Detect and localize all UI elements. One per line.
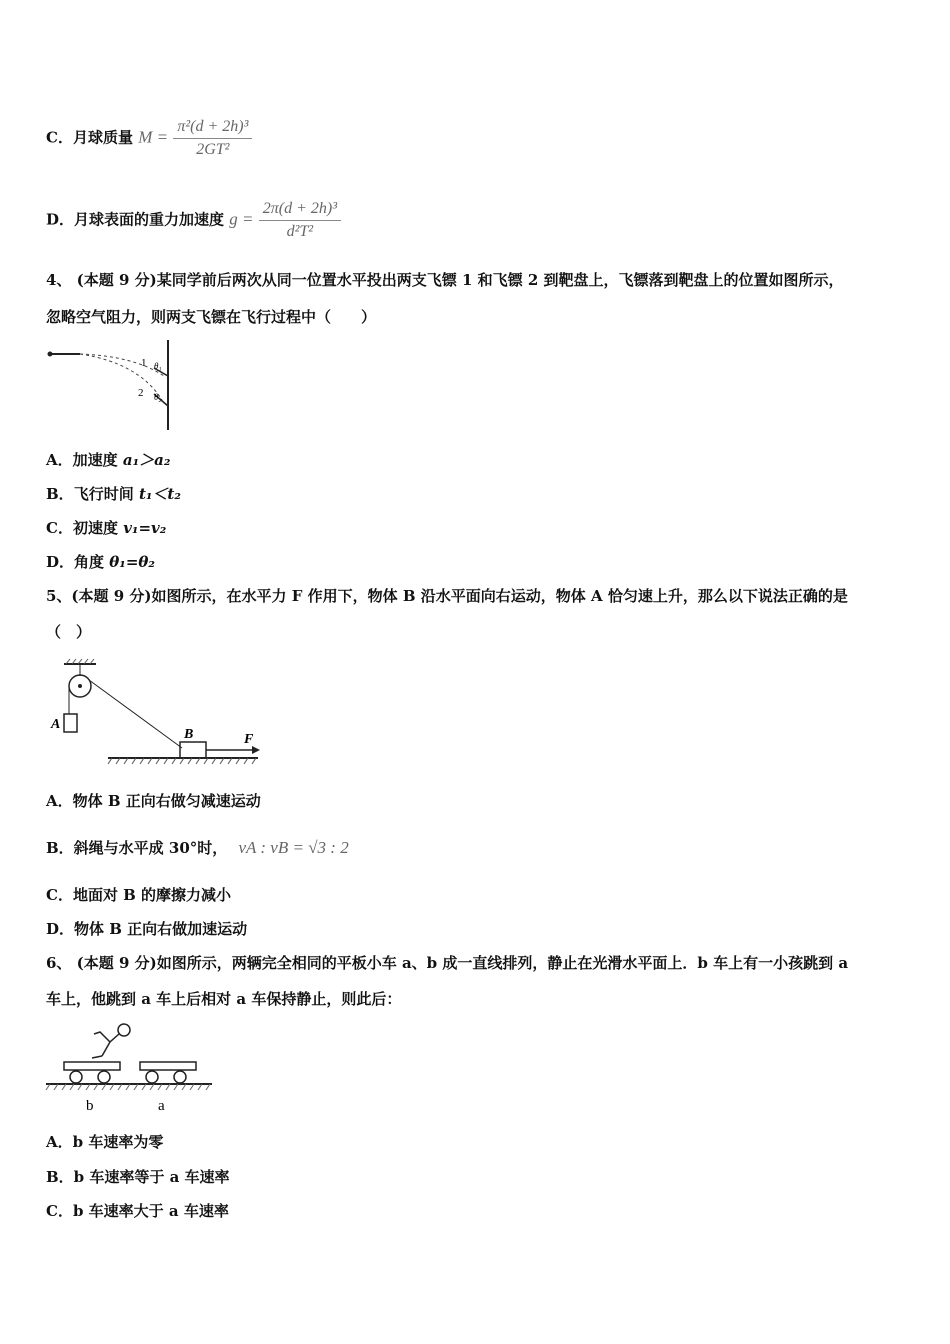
dart-1-label: 1: [141, 357, 147, 369]
q6-option-b: B．b 车速率等于 a 车速率: [46, 1168, 230, 1186]
block-a: [64, 714, 77, 732]
q5-option-b: [46, 837, 349, 859]
q4-option-d: [46, 551, 155, 573]
trajectory-2: [80, 354, 162, 400]
q6-option-a: A．b 车速率为零: [46, 1133, 164, 1151]
q4-option-d-letter: D．: [46, 553, 75, 571]
child-head: [118, 1024, 130, 1036]
q4-option-b: [46, 483, 181, 505]
q3-option-d-denominator: d²T²: [286, 223, 314, 240]
q3-option-c-label: C．月球质量: [46, 128, 133, 147]
q5-option-b-text: B．斜绳与水平成 30°时，: [46, 839, 228, 857]
q6-stem-line1: 6、 (本题 9 分)如图所示，两辆完全相同的平板小车 a、b 成一直线排列，静止在光滑水平面上．b 车上有一小孩跳到 a: [46, 954, 849, 972]
q4-option-b-expr: t₁＜t₂: [138, 485, 181, 503]
q5-option-d: D．物体 B 正向右做加速运动: [46, 920, 248, 938]
q4-option-d-expr: θ₁=θ₂: [109, 553, 155, 571]
child-leg: [92, 1056, 102, 1058]
cart-a-body: [140, 1062, 196, 1070]
q4-option-d-text: 角度: [74, 553, 105, 571]
cart-a-wheel-left: [146, 1071, 158, 1083]
q4-option-a-expr: a₁＞a₂: [122, 451, 171, 469]
q3-option-d-label: D．月球表面的重力加速度: [46, 210, 225, 229]
force-label: F: [244, 732, 254, 747]
q4-stem-line1: 4、 (本题 9 分)某同学前后两次从同一位置水平投出两支飞镖 1 和飞镖 2 到靶盘上，飞镖落到靶盘上的位置如图所示，: [46, 271, 844, 289]
q5-option-a: A．物体 B 正向右做匀减速运动: [46, 792, 261, 810]
cart-b-label: b: [86, 1098, 94, 1114]
q4-option-a-text: 加速度: [72, 451, 118, 469]
q5-option-b-formula: vA : vB = √3 : 2: [238, 838, 349, 857]
block-b-label: B: [184, 727, 194, 742]
q3-option-d-numerator: 2π(d + 2h)³: [259, 198, 341, 221]
cart-b-wheel-right: [98, 1071, 110, 1083]
q4-option-b-text: 飞行时间: [73, 485, 134, 503]
q4-option-c-expr: v₁=v₂: [123, 519, 167, 537]
q4-option-c-text: 初速度: [72, 519, 118, 537]
q4-option-c: [46, 517, 166, 539]
q5-option-c: C．地面对 B 的摩擦力减小: [46, 886, 232, 904]
q3-option-c-formula-lhs: M =: [138, 127, 169, 147]
q3-option-c-fraction: [173, 116, 252, 161]
cart-a-label: a: [158, 1098, 165, 1114]
force-arrowhead: [252, 746, 260, 754]
q4-option-b-letter: B．: [46, 485, 74, 503]
q5-stem-line1: 5、(本题 9 分)如图所示，在水平力 F 作用下，物体 B 沿水平面向右运动，物体 A 恰匀速上升，那么以下说法正确的是: [46, 587, 848, 605]
q5-stem-line2: （ ）: [46, 623, 92, 641]
child-arm: [94, 1032, 110, 1042]
block-b: [180, 742, 206, 758]
dart-2-label: 2: [138, 387, 144, 399]
trajectory-1: [80, 354, 164, 376]
q3-option-d-fraction: [259, 198, 341, 243]
cart-b-body: [64, 1062, 120, 1070]
q6-stem-line2: 车上，他跳到 a 车上后相对 a 车保持静止，则此后：: [46, 990, 402, 1008]
rope-slanted: [89, 680, 182, 748]
cart-a-wheel-right: [174, 1071, 186, 1083]
q6-carts-figure: [44, 1020, 216, 1114]
q3-option-d-formula-lhs: g =: [229, 209, 254, 229]
q4-option-a: [46, 449, 170, 471]
pulley-axle: [78, 684, 82, 688]
block-a-label: A: [51, 717, 61, 732]
q5-pulley-figure: [44, 656, 266, 774]
q3-option-c-denominator: 2GT²: [196, 141, 230, 158]
q4-option-c-letter: C．: [46, 519, 73, 537]
q3-option-c: [46, 116, 252, 161]
q4-stem-line2: 忽略空气阻力，则两支飞镖在飞行过程中（ ）: [46, 308, 377, 326]
launch-point: [48, 352, 53, 357]
cart-b-wheel-left: [70, 1071, 82, 1083]
q6-option-c: C．b 车速率大于 a 车速率: [46, 1202, 229, 1220]
q3-option-c-numerator: π²(d + 2h)³: [173, 116, 252, 139]
q3-option-d: [46, 198, 341, 243]
theta-2-label: θ₂: [154, 392, 162, 402]
theta-1-label: θ₁: [154, 361, 162, 371]
q4-dart-figure: [44, 338, 184, 432]
q4-option-a-letter: A．: [46, 451, 73, 469]
